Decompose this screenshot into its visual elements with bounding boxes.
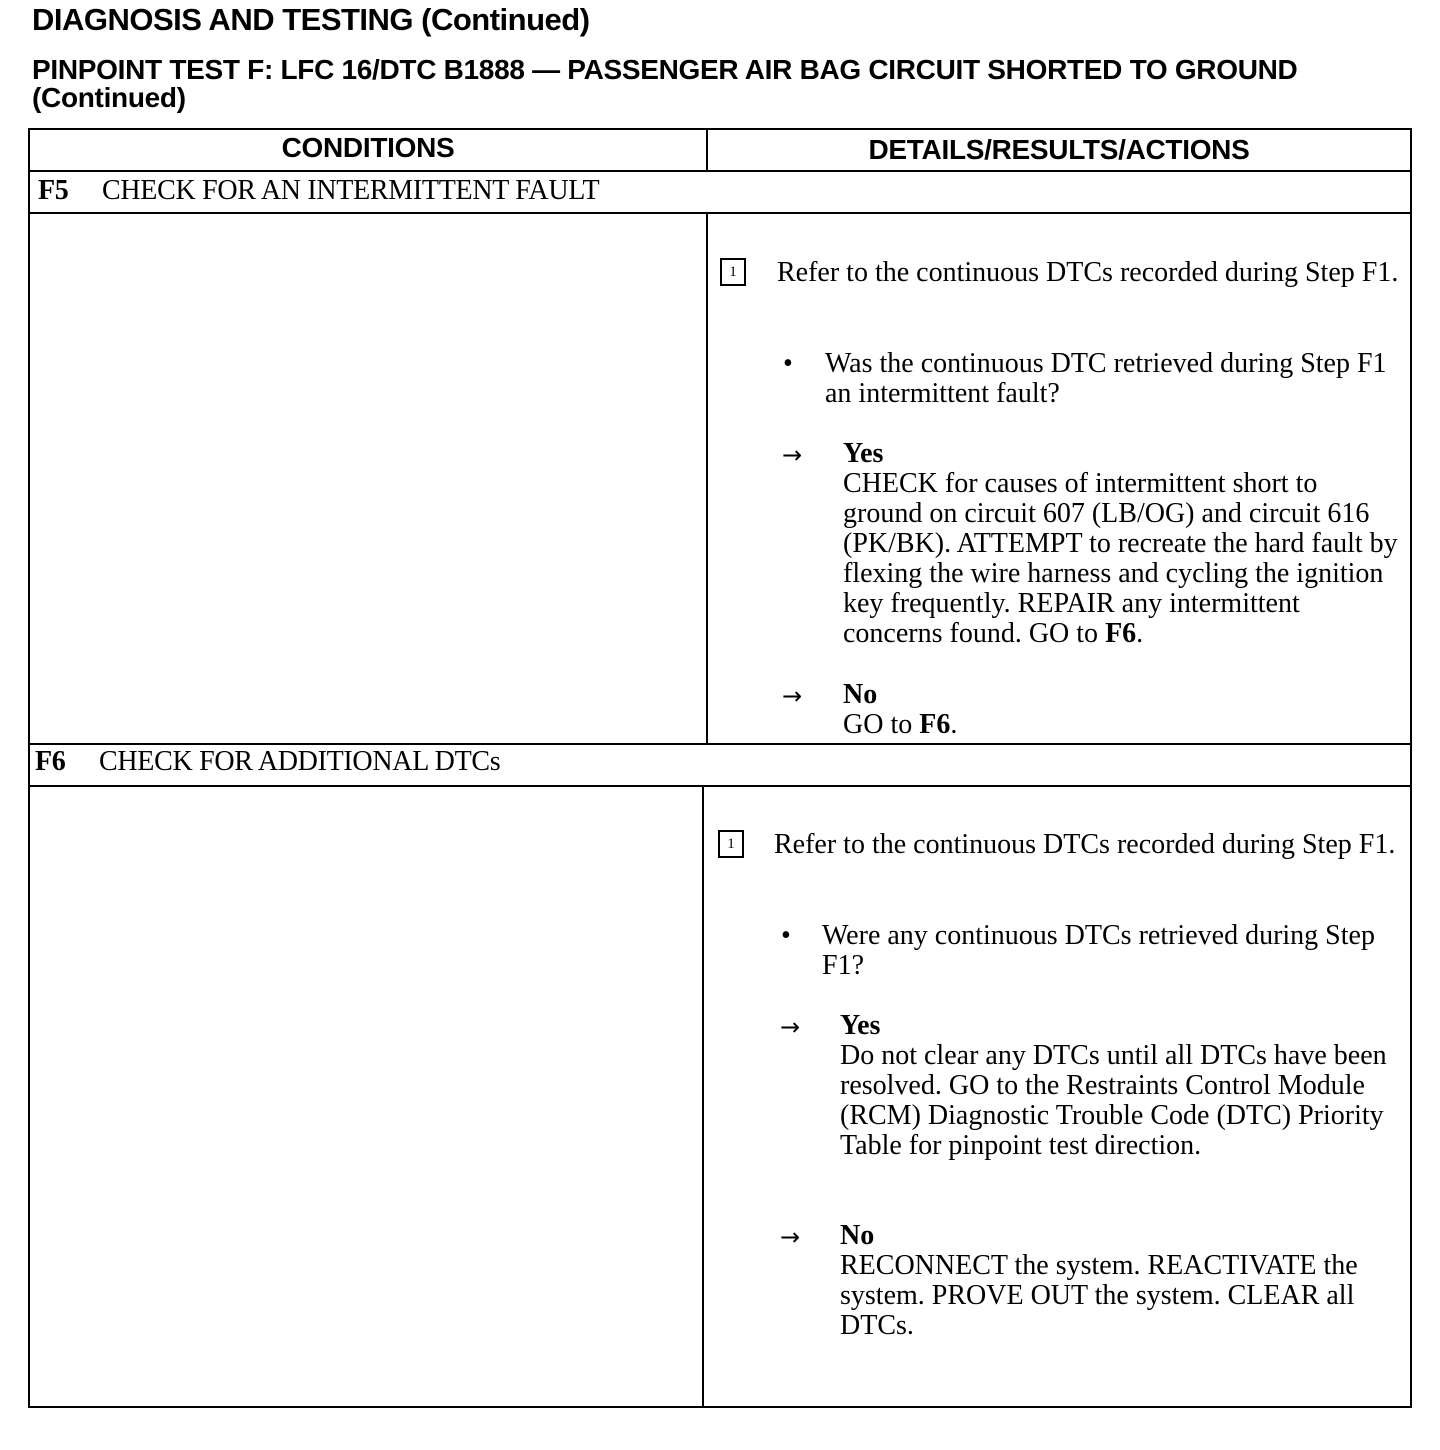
yes-action — [843, 469, 1403, 649]
question-text: Was the continuous DTC retrieved during Step F1 an intermittent fault? — [825, 348, 1387, 409]
goto-step-link: F6 — [1105, 618, 1137, 649]
arrow-right-icon: → — [780, 1223, 801, 1251]
step-title-f6 — [35, 746, 500, 778]
yes-action: Do not clear any DTCs until all DTCs have been resolved. GO to the Restraints Control Module (RCM) Diagnostic Trouble Code (DTC) Priority Table for pinpoint test direction. — [840, 1040, 1387, 1161]
instruction-text: Refer to the continuous DTCs recorded during Step F1. — [774, 829, 1396, 860]
yes-result — [840, 1011, 1400, 1161]
no-label: No — [843, 679, 878, 710]
page-title: DIAGNOSIS AND TESTING (Continued) — [32, 2, 590, 37]
yes-label: Yes — [840, 1010, 881, 1041]
arrow-right-icon: → — [782, 682, 803, 710]
step-title-text: CHECK FOR AN INTERMITTENT FAULT — [102, 175, 600, 206]
step-id: F6 — [35, 746, 66, 777]
no-action-text: GO to — [843, 709, 913, 740]
bullet-icon: • — [781, 920, 791, 951]
header-rule — [28, 170, 1412, 172]
col-divider-f6 — [702, 785, 704, 1408]
no-result — [840, 1221, 1380, 1341]
yes-result — [843, 439, 1403, 649]
yes-action-end: . — [1136, 618, 1144, 649]
step-checkbox: 1 — [718, 830, 744, 858]
no-label: No — [840, 1220, 875, 1251]
step-title-text: CHECK FOR ADDITIONAL DTCs — [99, 746, 501, 777]
bullet-icon: • — [783, 348, 793, 379]
yes-label: Yes — [843, 438, 884, 469]
arrow-right-icon: → — [782, 441, 803, 469]
f6-top-rule — [28, 743, 1412, 745]
question-text: Were any continuous DTCs retrieved during Step F1? — [822, 920, 1375, 981]
no-action — [843, 710, 1403, 740]
goto-step-link: F6 — [919, 709, 951, 740]
step-title-f5 — [38, 175, 599, 207]
f5-title-rule — [28, 212, 1412, 214]
step-id: F5 — [38, 175, 69, 206]
step-checkbox: 1 — [720, 258, 746, 286]
details-header: DETAILS/RESULTS/ACTIONS — [868, 134, 1250, 165]
no-action: RECONNECT the system. REACTIVATE the system. PROVE OUT the system. CLEAR all DTCs. — [840, 1250, 1358, 1341]
instruction-text: Refer to the continuous DTCs recorded during Step F1. — [777, 257, 1399, 288]
no-action-end: . — [950, 709, 958, 740]
no-result — [843, 680, 1403, 740]
arrow-right-icon: → — [780, 1013, 801, 1041]
col-divider-f5 — [706, 212, 708, 745]
yes-action-text: CHECK for causes of intermittent short to ground on circuit 607 (LB/OG) and circuit 616 (PK/BK). ATTEMPT to recreate the hard fault by flexing the wire harness and cycling the ignition key frequently. REPAIR any intermittent concerns found. GO to — [843, 468, 1398, 649]
pinpoint-test-title: PINPOINT TEST F: LFC 16/DTC B1888 — PASSENGER AIR BAG CIRCUIT SHORTED TO GROUND (Continued) — [32, 54, 1298, 113]
conditions-header: CONDITIONS — [281, 132, 455, 163]
f6-title-rule — [28, 785, 1412, 787]
